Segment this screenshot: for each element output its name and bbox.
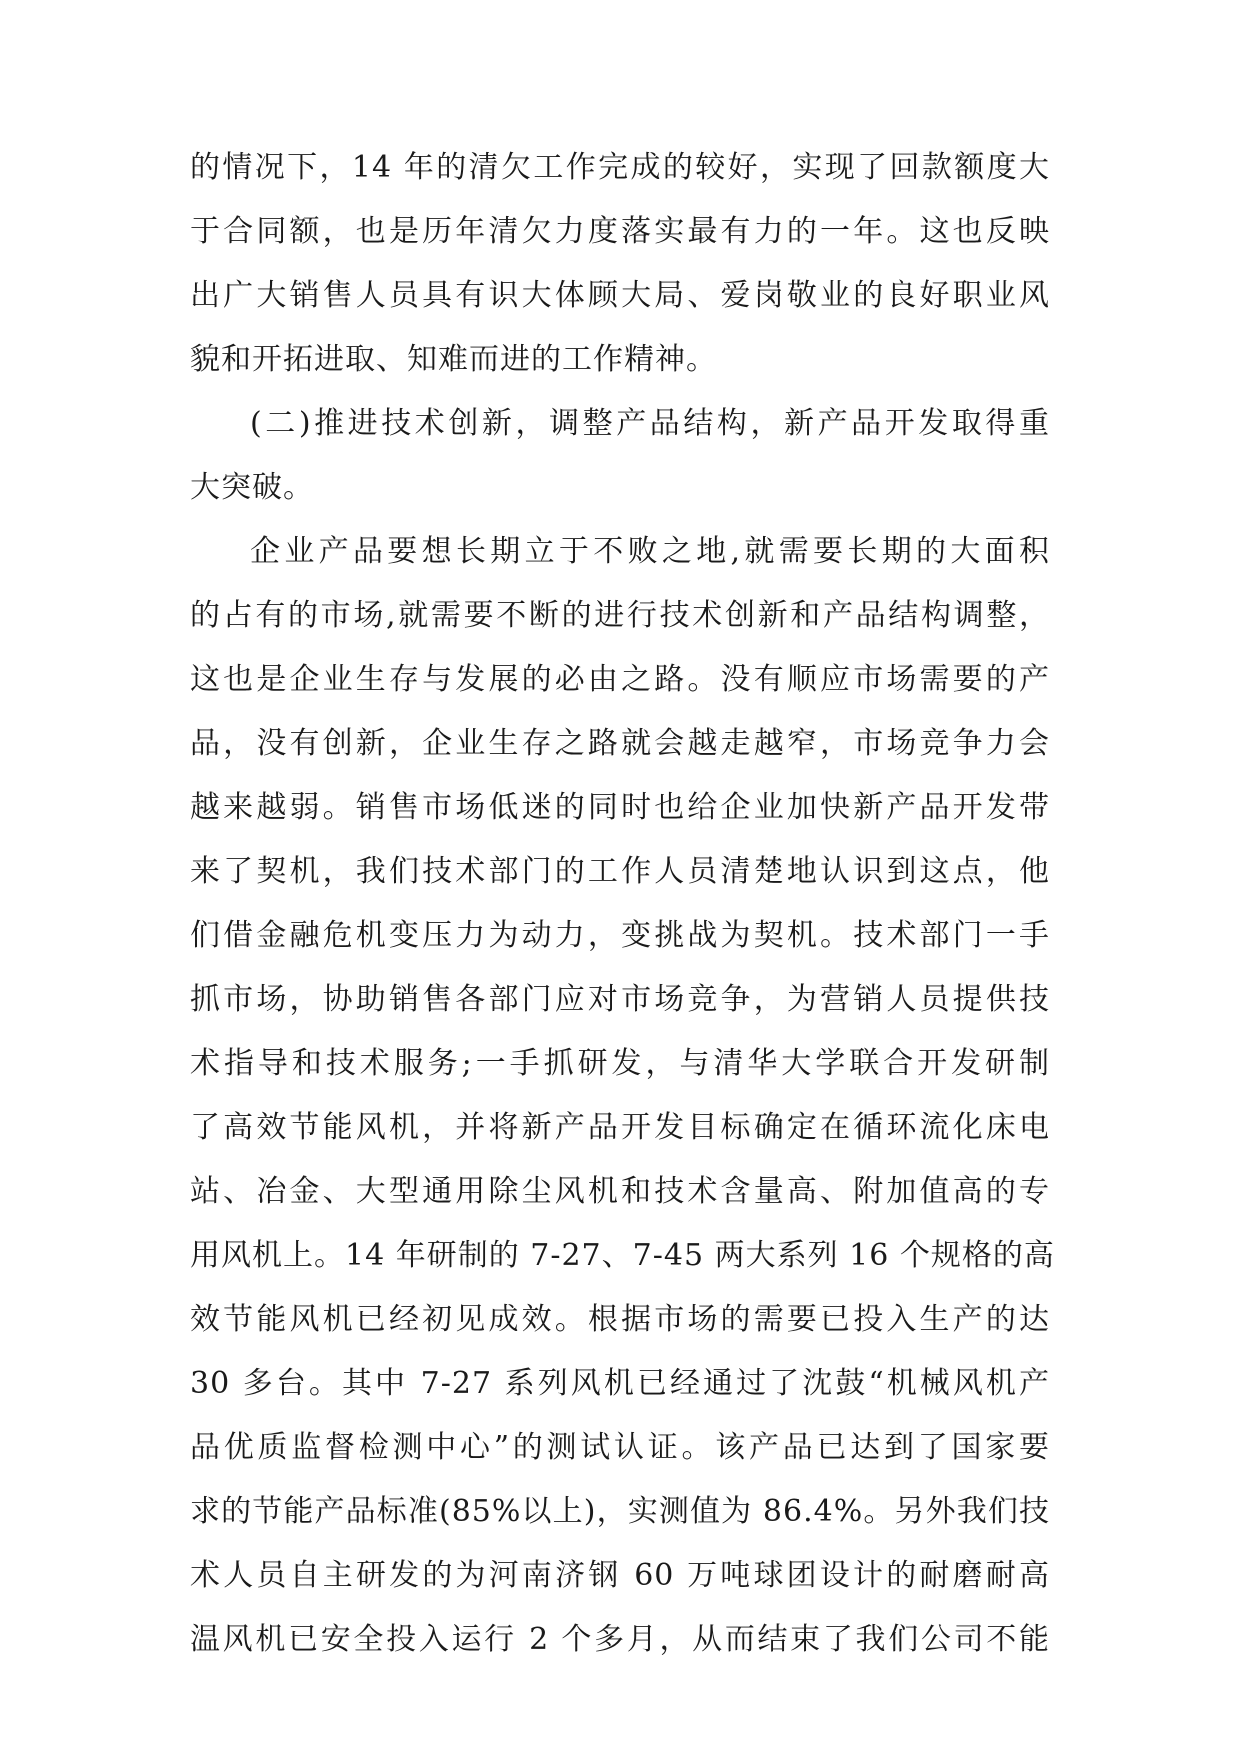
section-heading-line: (二)推进技术创新，调整产品结构，新产品开发取得重 [250,406,1050,441]
text-line: 的情况下，14 年的清欠工作完成的较好，实现了回款额度大 [190,150,1050,185]
text-line: 术人员自主研发的为河南济钢 60 万吨球团设计的耐磨耐高 [190,1558,1050,1593]
text-line: 术指导和技术服务;一手抓研发，与清华大学联合开发研制 [190,1046,1050,1081]
text-line: 于合同额，也是历年清欠力度落实最有力的一年。这也反映 [190,214,1050,249]
text-line: 企业产品要想长期立于不败之地,就需要长期的大面积 [250,534,1050,569]
text-line: 站、冶金、大型通用除尘风机和技术含量高、附加值高的专 [190,1174,1050,1209]
text-line: 用风机上。14 年研制的 7-27、7-45 两大系列 16 个规格的高 [190,1238,1055,1273]
text-line: 效节能风机已经初见成效。根据市场的需要已投入生产的达 [190,1302,1050,1337]
text-line: 这也是企业生存与发展的必由之路。没有顺应市场需要的产 [190,662,1050,697]
text-line: 貌和开拓进取、知难而进的工作精神。 [190,342,717,377]
text-line: 品，没有创新，企业生存之路就会越走越窄，市场竞争力会 [190,726,1050,761]
text-line: 30 多台。其中 7-27 系列风机已经通过了沈鼓“机械风机产 [190,1366,1050,1401]
text-line: 品优质监督检测中心”的测试认证。该产品已达到了国家要 [190,1430,1050,1465]
text-line: 出广大销售人员具有识大体顾大局、爱岗敬业的良好职业风 [190,278,1050,313]
text-line: 了高效节能风机，并将新产品开发目标确定在循环流化床电 [190,1110,1050,1145]
text-line: 越来越弱。销售市场低迷的同时也给企业加快新产品开发带 [190,790,1050,825]
text-line: 求的节能产品标准(85%以上)，实测值为 86.4%。另外我们技 [190,1494,1050,1529]
text-line: 抓市场，协助销售各部门应对市场竞争，为营销人员提供技 [190,982,1050,1017]
text-line: 温风机已安全投入运行 2 个多月，从而结束了我们公司不能 [190,1622,1050,1657]
text-line: 来了契机，我们技术部门的工作人员清楚地认识到这点，他 [190,854,1050,889]
text-line: 们借金融危机变压力为动力，变挑战为契机。技术部门一手 [190,918,1050,953]
section-heading-line: 大突破。 [190,470,314,505]
text-line: 的占有的市场,就需要不断的进行技术创新和产品结构调整， [190,598,1050,633]
